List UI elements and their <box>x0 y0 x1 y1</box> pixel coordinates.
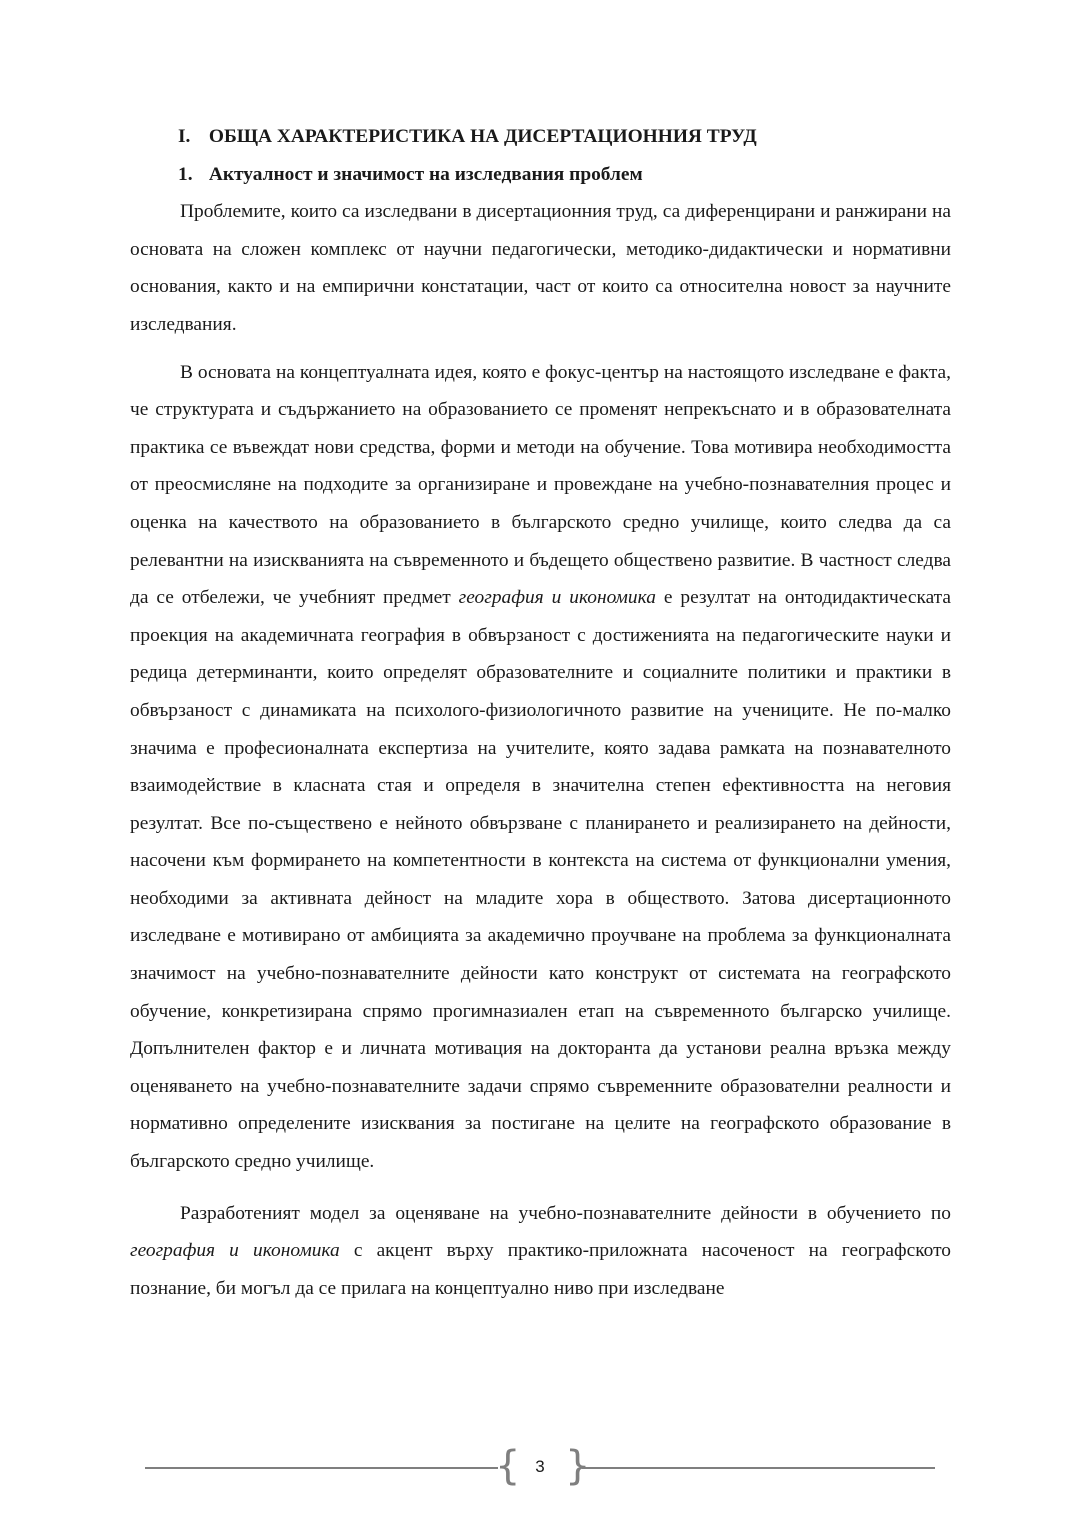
chapter-number: I. <box>178 126 191 147</box>
subject-name-italic: география и икономика <box>130 1240 340 1262</box>
paragraph-2-text-end: е резултат на онтодидактическата проекция на академичната география в обвързаност с достиженията на педагогическите науки и редица детерминанти, които определят образователните и социалните политики и практики в обвързаност с динамиката на психолого-физиологичното развитие на учениците. Не по-малко значима е професионалната експертиза на учителите, която задава рамката на познавателното взаимодействие в класната стая и определя в значителна степен ефективността на неговия резултат. Все по-съществено е нейното обвързване с планирането и реализирането на дейности, насочени към формирането на компетентности в контекста на система от функционални умения, необходими за активната дейност на младите хора в обществото. Затова дисертационното изследване е мотивирано от амбицията за академично проучване на проблема за функционалната значимост на учебно-познавателните дейности като конструкт от системата на географското обучение, конкретизирана спрямо прогимназиален етап на съвременното българско училище. Допълнителен фактор е и личната мотивация на докторанта да установи реална връзка между оценяването на учебно-познавателните задачи спрямо съвременните образователни реалности и нормативно определените изисквания за постигане на целите на географското образование в българското средно училище. <box>130 587 951 1173</box>
section-heading <box>130 156 951 194</box>
paragraph-3-text-end: с акцент върху практико-приложната насоченост на географското познание, би могъл да се прилага на концептуално ниво при изследване <box>130 1240 951 1299</box>
section-number: 1. <box>178 163 193 185</box>
right-brace-icon: } <box>565 1443 591 1489</box>
paragraph-1: Проблемите, които са изследвани в дисертационния труд, са диференцирани и ранжирани на основата на сложен комплекс от научни педагогически, методико-дидактически и нормативни основания, както и на емпирични констатации, част от които са относителна новост за научните изследвания. <box>130 201 951 335</box>
subject-name-italic: география и икономика <box>458 587 656 609</box>
chapter-title: ОБЩА ХАРАКТЕРИСТИКА НА ДИСЕРТАЦИОННИЯ ТРУД <box>208 126 757 147</box>
left-brace-icon: { <box>495 1443 521 1489</box>
chapter-heading <box>130 118 951 156</box>
page-content <box>130 118 951 1307</box>
paragraph-2-text-start: В основата на концептуалната идея, която е фокус-център на настоящото изследване е факта, че структурата и съдържанието на образованието се променят непрекъснато и в образователната практика се въвеждат нови средства, форми и методи на обучение. Това мотивира необходимостта от преосмисляне на подходите за организиране и провеждане на учебно-познавателния процес и оценка на качеството на образованието в българското средно училище, които следва да са релевантни на изискванията на съвременното и бъдещето обществено развитие. В частност следва да се отбележи, че учебният предмет <box>130 361 951 609</box>
paragraph-3 <box>130 1195 951 1308</box>
section-title: Актуалност и значимост на изследвания проблем <box>208 163 643 185</box>
page-number: 3 <box>535 1457 545 1476</box>
paragraph-2 <box>130 354 951 1181</box>
paragraph-3-text-start: Разработеният модел за оценяване на учебно-познавателните дейности в обучението по <box>180 1202 951 1224</box>
footer-divider-right <box>582 1467 935 1469</box>
footer-divider-left <box>145 1467 498 1469</box>
page-footer <box>145 1443 935 1490</box>
